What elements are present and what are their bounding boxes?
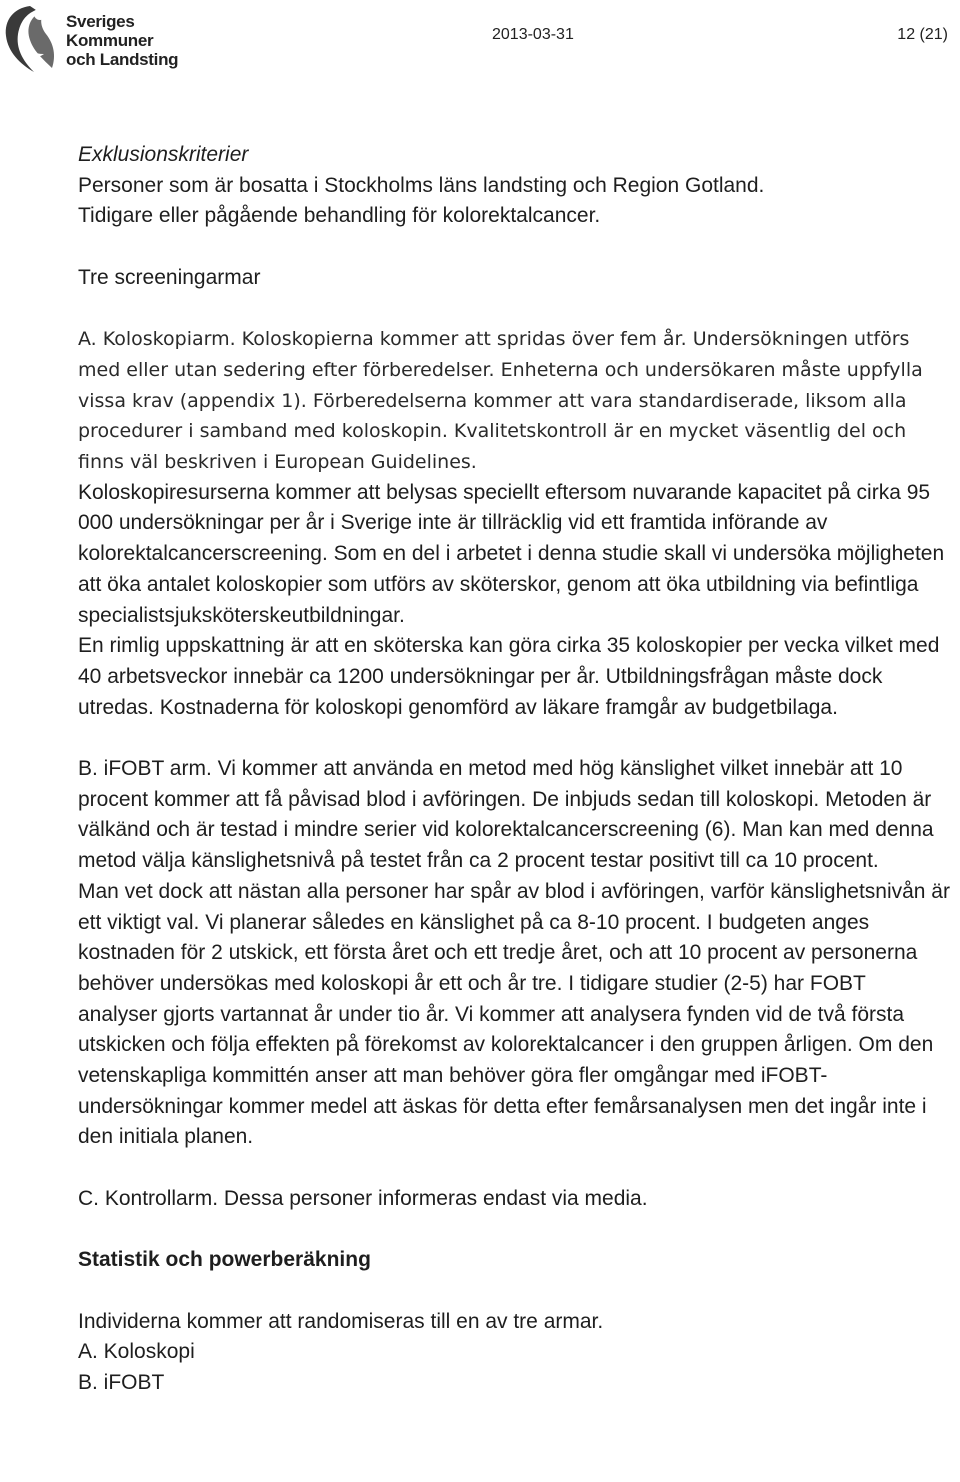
list-item: A. Koloskopi	[78, 1340, 195, 1364]
arms-heading: Tre screeningarmar	[78, 265, 261, 289]
logo-wordmark	[66, 12, 178, 69]
arm-b-intro-paragraph: B. iFOBT arm. Vi kommer att använda en metod med hög känslighet vilket innebär att 10 procent kommer att få påvisad blod i avföringen. De inbjuds sedan till koloskopi. Metoden är välkänd och är testad i mindre serier vid kolorektalcancerscreening (6). Man kan med denna metod välja känslighetsnivå på testet från ca 2 procent testar positivt till ca 10 procent.	[78, 757, 934, 873]
stats-heading: Statistik och powerberäkning	[78, 1248, 371, 1272]
exclusion-line-1: Personer som är bosatta i Stockholms läns landsting och Region Gotland.	[78, 173, 765, 197]
arm-a-paragraph: A. Koloskopiarm. Koloskopierna kommer att spridas över fem år. Undersökningen utförs med eller utan sedering efter förberedelser. Enheterna och undersökaren måste uppfylla vissa krav (appendix 1). Förberedelserna kommer att vara standardiserade, liksom alla procedurer i samband med koloskopin. Kvalitetskontroll är en mycket väsentlig del och finns väl beskriven i European Guidelines.	[78, 328, 923, 473]
arm-a-estimate-paragraph: En rimlig uppskattning är att en sköterska kan göra cirka 35 koloskopier per vecka vilket med 40 arbetsveckor innebär ca 1200 undersökningar per år. Utbildningsfrågan måste dock utredas. Kostnaderna för koloskopi genomförd av läkare framgår av budgetbilaga.	[78, 634, 940, 719]
document-date: 2013-03-31	[492, 26, 574, 43]
document-body	[78, 140, 950, 1399]
exclusion-line-2: Tidigare eller pågående behandling för kolorektalcancer.	[78, 204, 601, 228]
randomisation-paragraph: Individerna kommer att randomiseras till en av tre armar.	[78, 1309, 604, 1333]
page-header	[0, 0, 960, 80]
list-item: B. iFOBT	[78, 1371, 165, 1395]
skl-logo	[0, 2, 190, 76]
exclusion-heading: Exklusionskriterier	[78, 143, 249, 166]
logo-line-2: Kommuner	[66, 31, 154, 50]
arm-a-resources-paragraph: Koloskopiresurserna kommer att belysas speciellt eftersom nuvarande kapacitet på cirka 95 000 undersökningar per år i Sverige inte är tillräcklig vid ett framtida införande av kolorektalcancerscreening. Som en del i arbetet i denna studie skall vi undersöka möjligheten att öka antalet koloskopier som utförs av sköterskor, genom att öka utbildning via befintliga specialistsjuksköterskeutbildningar.	[78, 480, 945, 627]
arm-b-detail-paragraph: Man vet dock att nästan alla personer har spår av blod i avföringen, varför känslighetsnivån är ett viktigt val. Vi planerar således en känslighet på ca 8-10 procent. I budgeten anges kostnaden för 2 utskick, ett första året och ett tredje året, och att 10 procent av personerna behöver undersökas med koloskopi år ett och år tre. I tidigare studier (2-5) har FOBT analyser gjorts vartannat år under tio år. Vi kommer att analysera fynden vid de två första utskicken och följa effekten på förekomst av kolorektalcancer i den gruppen årligen. Om den vetenskapliga kommittén anser att man behöver göra fler omgångar med iFOBT- undersökningar kommer medel att äskas för detta efter femårsanalysen men det ingår inte i den initiala planen.	[78, 879, 950, 1149]
logo-line-3: och Landsting	[66, 50, 179, 69]
skl-logo-mark-icon	[0, 2, 62, 76]
logo-line-1: Sveriges	[66, 12, 135, 31]
arm-c-paragraph: C. Kontrollarm. Dessa personer informeras endast via media.	[78, 1186, 648, 1210]
page-number: 12 (21)	[897, 26, 948, 43]
